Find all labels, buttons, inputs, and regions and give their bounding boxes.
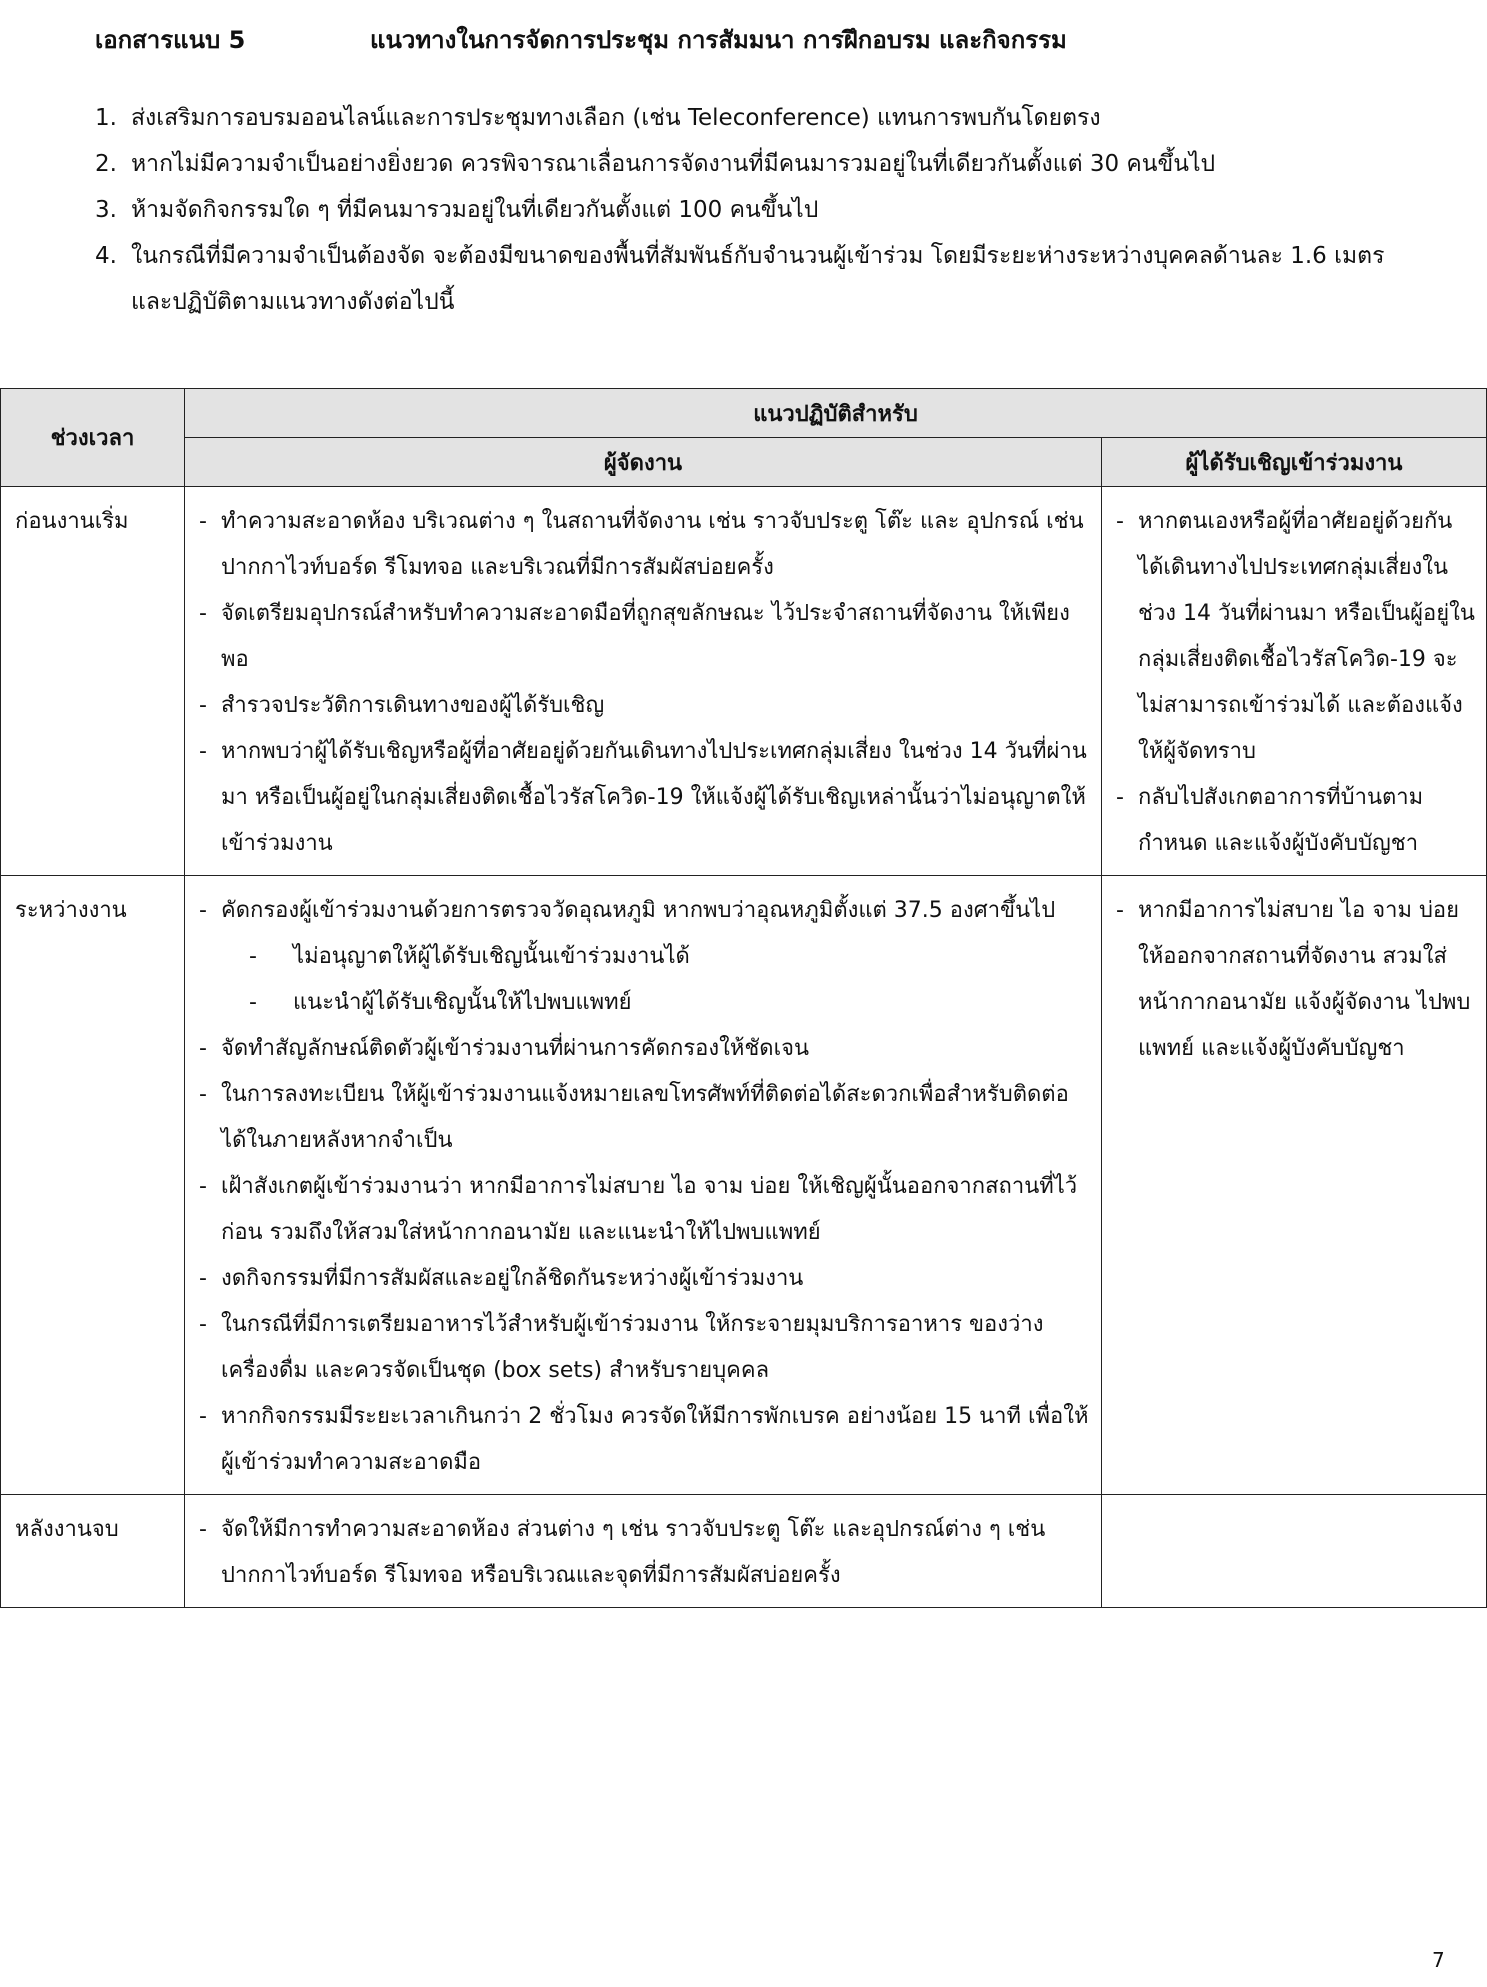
guest-bullet-text: กลับไปสังเกตอาการที่บ้านตามกำหนด และแจ้งผู้บังคับบัญชา	[1138, 785, 1424, 856]
period-cell: ก่อนงานเริ่ม	[1, 487, 185, 876]
intro-item-number: 2.	[95, 151, 117, 177]
attachment-label: เอกสารแนบ 5	[95, 26, 246, 54]
intro-item-number: 4.	[95, 243, 117, 269]
intro-item-number: 3.	[95, 197, 117, 223]
organizer-bullet	[199, 1072, 1091, 1164]
organizer-bullet-text: จัดให้มีการทำความสะอาดห้อง ส่วนต่าง ๆ เช่น ราวจับประตู โต๊ะ และอุปกรณ์ต่าง ๆ เช่น ปากกาไวท์บอร์ด รีโมทจอ หรือบริเวณและจุดที่มีการสัมผัสบ่อยครั้ง	[221, 1517, 1046, 1588]
table-row	[1, 1495, 1487, 1608]
intro-item	[95, 95, 1425, 141]
header-practice: แนวปฏิบัติสำหรับ	[185, 389, 1487, 438]
organizer-sub-bullet-text: ไม่อนุญาตให้ผู้ได้รับเชิญนั้นเข้าร่วมงานได้	[293, 944, 690, 969]
organizer-bullet	[199, 591, 1091, 683]
organizer-sub-bullet	[199, 934, 1091, 980]
intro-item-text: ส่งเสริมการอบรมออนไลน์และการประชุมทางเลือก (เช่น Teleconference) แทนการพบกันโดยตรง	[131, 105, 1101, 131]
bullet-dash: -	[249, 944, 257, 969]
organizer-bullet-text: สำรวจประวัติการเดินทางของผู้ได้รับเชิญ	[221, 693, 605, 718]
organizer-bullet-text: จัดทำสัญลักษณ์ติดตัวผู้เข้าร่วมงานที่ผ่านการคัดกรองให้ชัดเจน	[221, 1036, 810, 1061]
organizer-bullet-text: จัดเตรียมอุปกรณ์สำหรับทำความสะอาดมือที่ถูกสุขลักษณะ ไว้ประจำสถานที่จัดงาน ให้เพียงพอ	[221, 601, 1070, 672]
bullet-dash: -	[199, 1036, 207, 1061]
intro-item	[95, 187, 1425, 233]
intro-item-number: 1.	[95, 105, 117, 131]
bullet-dash: -	[1116, 898, 1124, 923]
bullet-dash: -	[199, 1312, 207, 1337]
organizer-bullet-text: หากกิจกรรมมีระยะเวลาเกินกว่า 2 ชั่วโมง ควรจัดให้มีการพักเบรค อย่างน้อย 15 นาที เพื่อให้ผู้เข้าร่วมทำความสะอาดมือ	[221, 1404, 1089, 1475]
document-header	[95, 20, 1067, 59]
organizer-cell	[185, 487, 1102, 876]
table-row	[1, 876, 1487, 1495]
bullet-dash: -	[199, 693, 207, 718]
organizer-cell	[185, 876, 1102, 1495]
bullet-dash: -	[249, 990, 257, 1015]
organizer-bullet	[199, 683, 1091, 729]
intro-item	[95, 141, 1425, 187]
header-guest: ผู้ได้รับเชิญเข้าร่วมงาน	[1102, 438, 1487, 487]
intro-item-text: ห้ามจัดกิจกรรมใด ๆ ที่มีคนมารวมอยู่ในที่เดียวกันตั้งแต่ 100 คนขึ้นไป	[131, 197, 819, 223]
organizer-sub-bullet	[199, 980, 1091, 1026]
intro-item-text: หากไม่มีความจำเป็นอย่างยิ่งยวด ควรพิจารณาเลื่อนการจัดงานที่มีคนมารวมอยู่ในที่เดียวกันตั้งแต่ 30 คนขึ้นไป	[131, 151, 1216, 177]
guest-bullet-text: หากตนเองหรือผู้ที่อาศัยอยู่ด้วยกัน ได้เดินทางไปประเทศกลุ่มเสี่ยงในช่วง 14 วันที่ผ่านมา หรือเป็นผู้อยู่ในกลุ่มเสี่ยงติดเชื้อไวรัสโควิด-19 จะไม่สามารถเข้าร่วมได้ และต้องแจ้งให้ผู้จัดทราบ	[1138, 509, 1475, 764]
table-row	[1, 487, 1487, 876]
organizer-bullet	[199, 1256, 1091, 1302]
header-period: ช่วงเวลา	[1, 389, 185, 487]
intro-list	[95, 95, 1425, 325]
bullet-dash: -	[199, 898, 207, 923]
period-cell: ระหว่างงาน	[1, 876, 185, 1495]
bullet-dash: -	[199, 1174, 207, 1199]
guest-cell	[1102, 1495, 1487, 1608]
organizer-bullet-text: หากพบว่าผู้ได้รับเชิญหรือผู้ที่อาศัยอยู่ด้วยกันเดินทางไปประเทศกลุ่มเสี่ยง ในช่วง 14 วันที่ผ่านมา หรือเป็นผู้อยู่ในกลุ่มเสี่ยงติดเชื้อไวรัสโควิด-19 ให้แจ้งผู้ได้รับเชิญเหล่านั้นว่าไม่อนุญาตให้เข้าร่วมงาน	[221, 739, 1087, 856]
guest-cell	[1102, 487, 1487, 876]
guest-bullet	[1116, 775, 1476, 867]
organizer-bullet-text: ทำความสะอาดห้อง บริเวณต่าง ๆ ในสถานที่จัดงาน เช่น ราวจับประตู โต๊ะ และ อุปกรณ์ เช่น ปากกาไวท์บอร์ด รีโมทจอ และบริเวณที่มีการสัมผัสบ่อยครั้ง	[221, 509, 1084, 580]
guest-bullet	[1116, 499, 1476, 775]
organizer-bullet	[199, 729, 1091, 867]
page-number: 7	[1432, 1948, 1445, 1972]
organizer-bullet	[199, 1507, 1091, 1599]
bullet-dash: -	[1116, 785, 1124, 810]
organizer-bullet	[199, 1026, 1091, 1072]
period-cell: หลังงานจบ	[1, 1495, 185, 1608]
organizer-bullet	[199, 499, 1091, 591]
intro-item-text: ในกรณีที่มีความจำเป็นต้องจัด จะต้องมีขนาดของพื้นที่สัมพันธ์กับจำนวนผู้เข้าร่วม โดยมีระยะห่างระหว่างบุคคลด้านละ 1.6 เมตร และปฏิบัติตามแนวทางดังต่อไปนี้	[131, 243, 1385, 315]
intro-item	[95, 233, 1425, 325]
guest-cell	[1102, 876, 1487, 1495]
organizer-bullet-text: ในกรณีที่มีการเตรียมอาหารไว้สำหรับผู้เข้าร่วมงาน ให้กระจายมุมบริการอาหาร ของว่าง เครื่องดื่ม และควรจัดเป็นชุด (box sets) สำหรับรายบุคคล	[221, 1312, 1044, 1383]
bullet-dash: -	[199, 1404, 207, 1429]
organizer-bullet-text: เฝ้าสังเกตผู้เข้าร่วมงานว่า หากมีอาการไม่สบาย ไอ จาม บ่อย ให้เชิญผู้นั้นออกจากสถานที่ไว้ก่อน รวมถึงให้สวมใส่หน้ากากอนามัย และแนะนำให้ไปพบแพทย์	[221, 1174, 1078, 1245]
bullet-dash: -	[199, 509, 207, 534]
bullet-dash: -	[199, 1266, 207, 1291]
organizer-bullet-text: คัดกรองผู้เข้าร่วมงานด้วยการตรวจวัดอุณหภูมิ หากพบว่าอุณหภูมิตั้งแต่ 37.5 องศาขึ้นไป	[221, 898, 1056, 923]
organizer-cell	[185, 1495, 1102, 1608]
bullet-dash: -	[1116, 509, 1124, 534]
guideline-table-body	[1, 487, 1487, 1608]
header-organizer: ผู้จัดงาน	[185, 438, 1102, 487]
organizer-sub-bullet-text: แนะนำผู้ได้รับเชิญนั้นให้ไปพบแพทย์	[293, 990, 632, 1015]
document-title: แนวทางในการจัดการประชุม การสัมมนา การฝึกอบรม และกิจกรรม	[370, 26, 1067, 54]
bullet-dash: -	[199, 601, 207, 626]
guest-bullet	[1116, 888, 1476, 1072]
organizer-bullet	[199, 1302, 1091, 1394]
bullet-dash: -	[199, 739, 207, 764]
guideline-table	[0, 388, 1487, 1608]
organizer-bullet	[199, 1394, 1091, 1486]
organizer-bullet	[199, 888, 1091, 934]
organizer-bullet-text: ในการลงทะเบียน ให้ผู้เข้าร่วมงานแจ้งหมายเลขโทรศัพท์ที่ติดต่อได้สะดวกเพื่อสำหรับติดต่อได้ในภายหลังหากจำเป็น	[221, 1082, 1069, 1153]
bullet-dash: -	[199, 1082, 207, 1107]
organizer-bullet	[199, 1164, 1091, 1256]
bullet-dash: -	[199, 1517, 207, 1542]
organizer-bullet-text: งดกิจกรรมที่มีการสัมผัสและอยู่ใกล้ชิดกันระหว่างผู้เข้าร่วมงาน	[221, 1266, 804, 1291]
guest-bullet-text: หากมีอาการไม่สบาย ไอ จาม บ่อย ให้ออกจากสถานที่จัดงาน สวมใส่หน้ากากอนามัย แจ้งผู้จัดงาน ไปพบแพทย์ และแจ้งผู้บังคับบัญชา	[1138, 898, 1471, 1061]
